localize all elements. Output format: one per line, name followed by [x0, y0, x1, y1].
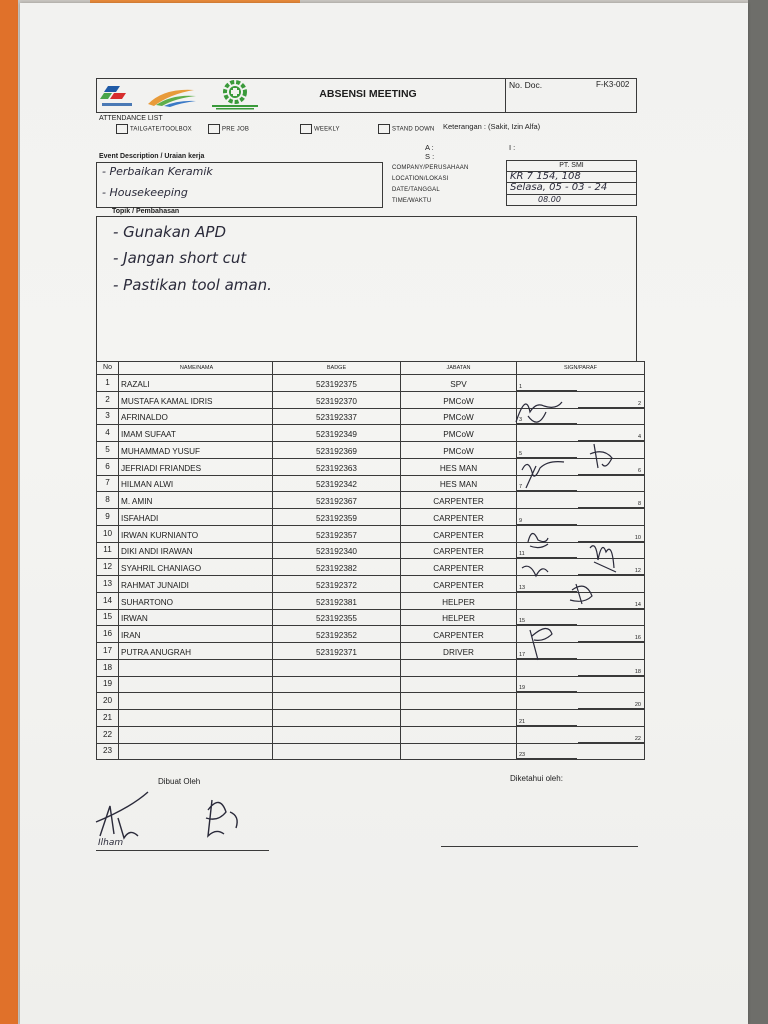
row-badge	[273, 743, 401, 760]
row-jabatan: CARPENTER	[401, 559, 517, 576]
row-sign-number: 11	[519, 551, 525, 558]
row-name: IMAM SUFAAT	[119, 425, 273, 442]
row-no: 13	[97, 576, 119, 593]
header-badge: BADGE	[273, 362, 401, 375]
row-no: 12	[97, 559, 119, 576]
event-line-2: - Housekeeping	[102, 186, 188, 199]
row-badge	[273, 676, 401, 693]
row-jabatan	[401, 710, 517, 727]
signature-syahril	[590, 546, 616, 572]
checkbox-prejob-box[interactable]	[208, 124, 220, 134]
row-sign-number: 16	[634, 635, 641, 641]
signature-diki	[528, 533, 548, 547]
topic-line-1: - Gunakan APD	[113, 223, 227, 241]
row-sign-number: 19	[519, 685, 526, 692]
row-sign-cell[interactable]	[517, 693, 645, 710]
row-no: 6	[97, 458, 119, 475]
row-name	[119, 676, 273, 693]
table-row	[97, 710, 645, 727]
row-sign-number: 18	[634, 668, 641, 675]
row-badge: 523192363	[273, 458, 401, 475]
dibuat-oleh-label: Dibuat Oleh	[158, 777, 201, 786]
row-no: 10	[97, 525, 119, 542]
k3-logo	[206, 80, 264, 112]
absent-i-label: I :	[509, 143, 516, 152]
checkbox-tailgate-box[interactable]	[116, 124, 128, 134]
row-sign-number: 12	[634, 568, 641, 574]
row-sign-number: 20	[634, 702, 641, 708]
row-badge: 523192342	[273, 475, 401, 492]
row-jabatan: PMCoW	[401, 391, 517, 408]
row-badge: 523192349	[273, 425, 401, 442]
row-name: MUSTAFA KAMAL IDRIS	[119, 391, 273, 408]
topic-line-3: - Pastikan tool aman.	[113, 276, 272, 294]
header-name: NAME/NAMA	[119, 362, 273, 375]
row-badge: 523192340	[273, 542, 401, 559]
row-sign-number: 7	[519, 484, 523, 491]
row-sign-number: 22	[634, 735, 641, 742]
row-badge: 523192357	[273, 525, 401, 542]
row-no: 7	[97, 475, 119, 492]
event-label: Event Description / Uraian kerja	[99, 153, 205, 160]
header-sign: SIGN/PARAF	[517, 362, 645, 375]
row-jabatan: HES MAN	[401, 458, 517, 475]
row-badge: 523192359	[273, 509, 401, 526]
row-jabatan: HELPER	[401, 609, 517, 626]
signature-maker-1	[96, 792, 148, 838]
location-label: LOCATION/LOKASI	[392, 176, 449, 182]
row-name: ISFAHADI	[119, 509, 273, 526]
row-name	[119, 726, 273, 743]
row-no: 21	[97, 710, 119, 727]
row-badge: 523192369	[273, 442, 401, 459]
row-no: 14	[97, 592, 119, 609]
row-badge: 523192372	[273, 576, 401, 593]
row-no: 15	[97, 609, 119, 626]
row-sign-number: 13	[519, 584, 526, 591]
row-no: 8	[97, 492, 119, 509]
date-label: DATE/TANGGAL	[392, 187, 440, 193]
row-jabatan: CARPENTER	[401, 626, 517, 643]
header-divider	[505, 78, 506, 113]
row-sign-number: 3	[519, 417, 523, 424]
checkbox-prejob[interactable]	[208, 124, 249, 134]
row-no: 23	[97, 743, 119, 760]
topic-line-2: - Jangan short cut	[113, 249, 247, 267]
row-sign-number: 10	[634, 534, 641, 541]
row-sign-cell[interactable]	[517, 676, 645, 693]
row-jabatan: PMCoW	[401, 408, 517, 425]
signature-maker-2	[206, 800, 237, 836]
row-sign-cell[interactable]	[517, 743, 645, 760]
dibuat-signline	[96, 850, 269, 851]
row-no: 3	[97, 408, 119, 425]
table-row	[97, 743, 645, 760]
row-badge: 523192367	[273, 492, 401, 509]
row-name	[119, 693, 273, 710]
row-sign-number: 9	[519, 517, 523, 524]
row-no: 19	[97, 676, 119, 693]
row-jabatan	[401, 676, 517, 693]
row-no: 1	[97, 375, 119, 392]
row-no: 11	[97, 542, 119, 559]
sign-column-signatures	[508, 372, 638, 672]
doc-code: F-K3-002	[596, 80, 630, 89]
keterangan-label: Keterangan : (Sakit, Izin Alfa)	[443, 122, 541, 131]
no-doc-label: No. Doc.	[509, 80, 543, 90]
row-badge: 523192375	[273, 375, 401, 392]
row-sign-cell[interactable]	[517, 710, 645, 727]
pertamina-logo	[100, 82, 140, 110]
row-sign-number: 1	[519, 383, 523, 390]
row-name: DIKI ANDI IRAWAN	[119, 542, 273, 559]
table-row	[97, 676, 645, 693]
location-value: KR 7 154, 108	[510, 171, 581, 182]
row-sign-number: 14	[634, 601, 641, 608]
row-jabatan: SPV	[401, 375, 517, 392]
row-name: AFRINALDO	[119, 408, 273, 425]
row-sign-number: 8	[637, 501, 641, 507]
signature-afrinaldo	[516, 402, 562, 422]
row-jabatan: PMCoW	[401, 442, 517, 459]
row-jabatan: PMCoW	[401, 425, 517, 442]
row-badge: 523192352	[273, 626, 401, 643]
row-sign-number: 17	[519, 651, 526, 658]
signature-putra	[530, 628, 552, 660]
signature-suhartono	[570, 584, 592, 604]
row-badge: 523192382	[273, 559, 401, 576]
event-line-1: - Perbaikan Keramik	[102, 165, 213, 178]
row-name: PUTRA ANUGRAH	[119, 643, 273, 660]
row-no: 18	[97, 659, 119, 676]
checkbox-standdown-label: STAND DOWN	[392, 126, 435, 133]
row-jabatan	[401, 743, 517, 760]
diketahui-signline	[441, 846, 638, 847]
checkbox-standdown[interactable]	[378, 124, 435, 134]
row-name	[119, 659, 273, 676]
row-badge: 523192381	[273, 592, 401, 609]
company-value: PT. SMI	[559, 162, 584, 169]
row-name: RAHMAT JUNAIDI	[119, 576, 273, 593]
row-jabatan: DRIVER	[401, 643, 517, 660]
row-sign-line	[517, 758, 577, 759]
row-name: RAZALI	[119, 375, 273, 392]
row-jabatan: CARPENTER	[401, 492, 517, 509]
topic-label: Topik / Pembahasan	[112, 208, 180, 215]
row-name: M. AMIN	[119, 492, 273, 509]
table-row	[97, 693, 645, 710]
row-jabatan: HES MAN	[401, 475, 517, 492]
row-badge	[273, 693, 401, 710]
row-name	[119, 710, 273, 727]
row-no: 20	[97, 693, 119, 710]
checkbox-weekly-label: WEEKLY	[314, 126, 340, 133]
diketahui-oleh-label: Diketahui oleh:	[510, 774, 563, 783]
row-jabatan	[401, 659, 517, 676]
row-sign-number: 4	[637, 434, 641, 440]
row-jabatan: CARPENTER	[401, 542, 517, 559]
row-name: SYAHRIL CHANIAGO	[119, 559, 273, 576]
row-jabatan: CARPENTER	[401, 576, 517, 593]
row-no: 16	[97, 626, 119, 643]
row-sign-number: 21	[519, 718, 526, 725]
row-badge: 523192370	[273, 391, 401, 408]
row-name: JEFRIADI FRIANDES	[119, 458, 273, 475]
row-no: 17	[97, 643, 119, 660]
header-no: No	[97, 362, 119, 375]
background-left-strip	[0, 0, 18, 1024]
absent-a-label: A :	[425, 143, 434, 152]
row-badge: 523192337	[273, 408, 401, 425]
time-label: TIME/WAKTU	[392, 198, 432, 204]
row-jabatan: HELPER	[401, 592, 517, 609]
row-name: HILMAN ALWI	[119, 475, 273, 492]
checkbox-standdown-box[interactable]	[378, 124, 390, 134]
checkbox-prejob-label: PRE JOB	[222, 126, 250, 133]
form-title: ABSENSI MEETING	[319, 88, 417, 100]
meta-divider-3	[506, 194, 637, 195]
checkbox-tailgate-label: TAILGATE/TOOLBOX	[130, 126, 192, 133]
checkbox-weekly-box[interactable]	[300, 124, 312, 134]
row-no: 22	[97, 726, 119, 743]
signer-name: Ilham	[98, 838, 124, 848]
swoosh-logo	[146, 84, 198, 108]
row-no: 5	[97, 442, 119, 459]
row-sign-number: 6	[637, 467, 641, 474]
row-name	[119, 743, 273, 760]
signature-rahmat	[522, 566, 548, 576]
row-badge: 523192371	[273, 643, 401, 660]
row-name: MUHAMMAD YUSUF	[119, 442, 273, 459]
row-name: SUHARTONO	[119, 592, 273, 609]
signature-hilman	[522, 462, 564, 488]
table-row	[97, 726, 645, 743]
absent-s-label: S :	[425, 152, 435, 161]
header-jabatan: JABATAN	[401, 362, 517, 375]
row-no: 4	[97, 425, 119, 442]
row-sign-number: 23	[519, 752, 526, 759]
row-jabatan	[401, 726, 517, 743]
checkbox-tailgate[interactable]	[116, 124, 192, 134]
row-badge	[273, 710, 401, 727]
checkbox-weekly[interactable]	[300, 124, 340, 134]
row-name: IRWAN	[119, 609, 273, 626]
signature-jefriadi	[590, 444, 612, 468]
row-sign-cell[interactable]	[517, 726, 645, 743]
time-value: 08.00	[538, 195, 561, 204]
background-right-strip	[748, 0, 768, 1024]
row-badge: 523192355	[273, 609, 401, 626]
row-sign-number: 15	[519, 618, 526, 625]
row-jabatan: CARPENTER	[401, 509, 517, 526]
row-name: IRAN	[119, 626, 273, 643]
company-label: COMPANY/PERUSAHAAN	[392, 165, 469, 171]
row-jabatan: CARPENTER	[401, 525, 517, 542]
date-value: Selasa, 05 - 03 - 24	[510, 182, 608, 193]
row-no: 9	[97, 509, 119, 526]
row-badge	[273, 726, 401, 743]
attendance-label: ATTENDANCE LIST	[99, 115, 163, 122]
row-badge	[273, 659, 401, 676]
row-name: IRWAN KURNIANTO	[119, 525, 273, 542]
row-jabatan	[401, 693, 517, 710]
row-sign-number: 2	[637, 400, 641, 407]
row-sign-number: 5	[519, 450, 523, 457]
row-no: 2	[97, 391, 119, 408]
